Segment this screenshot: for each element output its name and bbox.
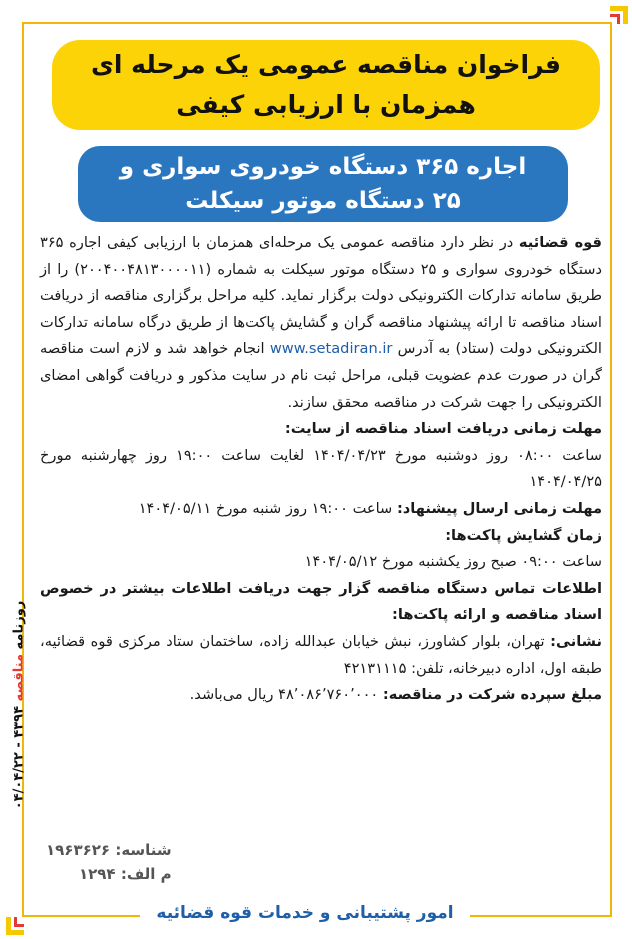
intro-text-a: در نظر دارد مناقصه عمومی یک مرحله‌ای همزمان با ارزیابی کیفی اجاره ۳۶۵ دستگاه خودروی سواری و ۲۵ دستگاه موتور سیکلت به شماره (۲۰۰۴۰۰۴۸۱۳۰۰۰۰۱۱) را از طریق سامانه تدارکات الکترونیکی دولت برگزار نماید. کلیه مراحل برگزاری مناقصه از دریافت اسناد مناقصه تا ارائه پیشنهاد مناقصه گران و گشایش پاکت‌ها از طریق درگاه سامانه تدارکات الکترونیکی دولت (ستاد) به آدرس <box>40 234 602 358</box>
subtitle-banner <box>78 146 568 222</box>
title-banner <box>52 40 600 130</box>
deposit <box>40 682 602 709</box>
title-line-1: فراخوان مناقصه عمومی یک مرحله ای <box>91 50 562 79</box>
newspaper-word: روزنامه <box>11 600 27 654</box>
announcement-body <box>40 230 602 709</box>
footer-org: امور پشتیبانی و خدمات قوه قضائیه <box>140 896 470 930</box>
corner-decoration <box>610 14 620 24</box>
deadline-docs-label: مهلت زمانی دریافت اسناد مناقصه از سایت: <box>284 420 602 438</box>
org-name: قوه قضائیه <box>518 234 602 251</box>
contact-label: اطلاعات تماس دستگاه مناقصه گزار جهت دریافت اطلاعات بیشتر در خصوص اسناد مناقصه و ارائه پاکت‌ها: <box>40 579 602 624</box>
reference-ids <box>46 838 172 886</box>
subtitle-line-1: اجاره ۳۶۵ دستگاه خودروی سواری و <box>119 154 527 180</box>
address <box>40 629 602 682</box>
deposit-label: مبلغ سپرده شرکت در مناقصه: <box>382 686 602 704</box>
subtitle-line-2: ۲۵ دستگاه موتور سیکلت <box>185 188 461 214</box>
setad-link[interactable]: www.setadiran.ir <box>269 340 393 358</box>
issue-date: ۴۳۹۴ - ۰۴/۰۴/۲۲ <box>11 701 27 810</box>
deposit-text: ۴۸٬۰۸۶٬۷۶۰٬۰۰۰ ریال می‌باشد. <box>189 686 383 704</box>
side-newspaper-label <box>4 565 34 845</box>
address-label: نشانی: <box>550 632 602 650</box>
malef-id: م الف: ۱۲۹۴ <box>78 865 172 883</box>
shenaseh-id: شناسه: ۱۹۶۳۶۲۶ <box>46 841 172 859</box>
deadline-submit <box>40 496 602 523</box>
newspaper-name: مناقصه <box>11 653 27 702</box>
opening-label: زمان گشایش پاکت‌ها: <box>445 526 602 544</box>
opening-text: ساعت ۰۹:۰۰ صبح روز یکشنبه مورخ ۱۴۰۴/۰۵/۱۲ <box>304 553 602 571</box>
title-line-2: همزمان با ارزیابی کیفی <box>176 90 476 119</box>
deadline-submit-text: ساعت ۱۹:۰۰ روز شنبه مورخ ۱۴۰۴/۰۵/۱۱ <box>138 499 397 517</box>
intro-text-b: انجام خواهد شد و لازم است مناقصه گران در صورت عدم عضویت قبلی، مراحل ثبت نام در سایت مذکور و دریافت گواهی امضای الکترونیکی را جهت شرکت در مناقصه محقق سازند. <box>40 340 602 411</box>
side-text <box>12 601 27 810</box>
address-text: تهران، بلوار کشاورز، نبش خیابان عبدالله زاده، ساختمان ستاد مرکزی قوه قضائیه، طبقه اول، اداره دبیرخانه، تلفن: ۴۲۱۳۱۱۱۵ <box>40 632 602 677</box>
intro-paragraph <box>40 230 602 416</box>
deadline-submit-label: مهلت زمانی ارسال پیشنهاد: <box>396 499 602 517</box>
deadline-docs-text: ساعت ۰۸:۰۰ روز دوشنبه مورخ ۱۴۰۴/۰۴/۲۳ لغایت ساعت ۱۹:۰۰ روز چهارشنبه مورخ ۱۴۰۴/۰۴/۲۵ <box>40 446 602 491</box>
corner-decoration <box>14 917 24 927</box>
